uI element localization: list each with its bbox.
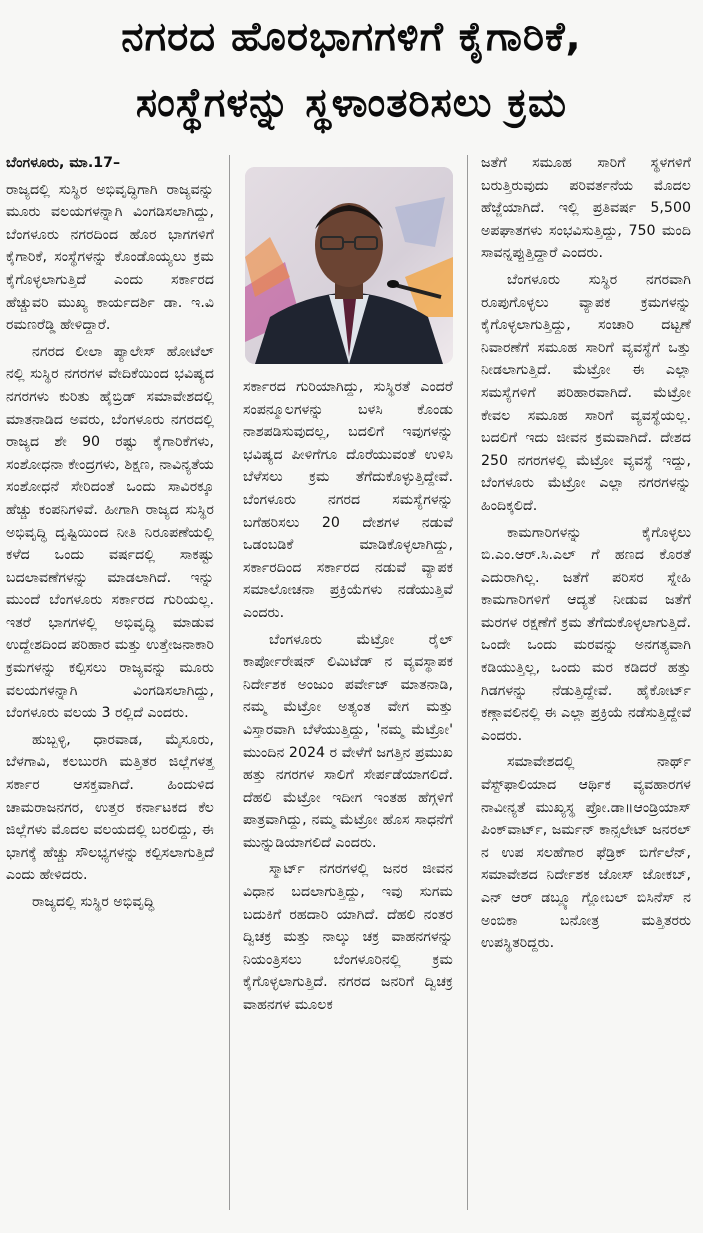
speaker-photo <box>245 167 453 364</box>
article-paragraph: ರಾಜ್ಯದಲ್ಲಿ ಸುಸ್ಥಿರ ಅಭಿವೃದ್ಧಿಗಾಗಿ ರಾಜ್ಯವನ್ನು ಮೂರು ವಲಯಗಳನ್ನಾಗಿ ವಿಂಗಡಿಸಲಾಗಿದ್ದು, ಬೆಂಗಳೂರು ನಗರದಿಂದ ಹೊರ ಭಾಗಗಳಿಗೆ ಕೈಗಾರಿಕೆ, ಸಂಸ್ಥೆಗಳನ್ನು ಕೊಂಡೊಯ್ಯಲು ಕ್ರಮ ಕೈಗೊಳ್ಳಲಾಗುತ್ತಿದೆ ಎಂದು ಸರ್ಕಾರದ ಹೆಚ್ಚುವರಿ ಮುಖ್ಯ ಕಾರ್ಯದರ್ಶಿ ಡಾ. ಇ.ವಿ ರಮಣರೆಡ್ಡಿ ಹೇಳಿದ್ದಾರೆ. <box>6 181 214 334</box>
column-divider <box>467 155 468 1210</box>
article-paragraph: ಹುಬ್ಬಳ್ಳಿ, ಧಾರವಾಡ, ಮೈಸೂರು, ಬೆಳಗಾವಿ, ಕಲಬುರಗಿ ಮತ್ತಿತರ ಜಿಲ್ಲೆಗಳತ್ತ ಸರ್ಕಾರ ಆಸಕ್ತವಾಗಿದೆ. ಹಿಂದುಳಿದ ಚಾಮರಾಜನಗರ, ಉತ್ತರ ಕರ್ನಾಟಕದ ಕೆಲ ಜಿಲ್ಲೆಗಳು ಮೊದಲ ವಲಯದಲ್ಲಿ ಬರಲಿದ್ದು, ಈ ಭಾಗಕ್ಕೆ ಹೆಚ್ಚು ಸೌಲಭ್ಯಗಳನ್ನು ಕಲ್ಪಿಸಲಾಗುತ್ತಿದೆ ಎಂದು ಹೇಳಿದರು. <box>6 731 214 884</box>
speaker-portrait-illustration <box>245 167 453 364</box>
article-paragraph: ಸಮಾವೇಶದಲ್ಲಿ ನಾರ್ಥ್ ವೆಸ್ಟ್‌ಫಾಲಿಯಾದ ಆರ್ಥಿಕ ವ್ಯವಹಾರಗಳ ನಾವೀನ್ಯತೆ ಮುಖ್ಯಸ್ಥ ಪ್ರೋ.ಡಾ॥ಆಂಡ್ರಿಯಾಸ್ ಪಿಂಕ್‌ವಾರ್ಟ್, ಜರ್ಮನ್ ಕಾನ್ಸಲೇಟ್ ಜನರಲ್ ನ ಉಪ ಸಲಹೆಗಾರ ಫೆಡ್ರಿಕ್ ಬಿರ್ಗೆಲೆನ್, ಸಮಾವೇಶದ ನಿರ್ದೇಶಕ ಜೋಸ್ ಜೋಕಬ್, ಎನ್ ಆರ್ ಡಬ್ಲ್ಯೂ ಗ್ಲೋಬಲ್ ಬಿಸಿನೆಸ್ ನ ಅಂಬಿಕಾ ಬನೋತ್ರ ಮತ್ತಿತರರು ಉಪಸ್ಥಿತರಿದ್ದರು. <box>481 754 691 952</box>
article-paragraph: ಬೆಂಗಳೂರು ಸುಸ್ಥಿರ ನಗರವಾಗಿ ರೂಪುಗೊಳ್ಳಲು ವ್ಯಾಪಕ ಕ್ರಮಗಳನ್ನು ಕೈಗೊಳ್ಳಲಾಗುತ್ತಿದ್ದು, ಸಂಚಾರಿ ದಟ್ಟಣೆ ನಿವಾರಣೆಗೆ ಸಮೂಹ ಸಾರಿಗೆ ವ್ಯವಸ್ಥೆಗೆ ಒತ್ತು ನೀಡಲಾಗುತ್ತಿದೆ. ಮೆಟ್ರೋ ಈ ಎಲ್ಲಾ ಸಮಸ್ಯೆಗಳಿಗೆ ಪರಿಹಾರವಾಗಿದೆ. ಮೆಟ್ರೋ ಕೇವಲ ಸಮೂಹ ಸಾರಿಗೆ ವ್ಯವಸ್ಥೆಯಲ್ಲ. ಬದಲಿಗೆ ಇದು ಜೀವನ ಕ್ರಮವಾಗಿದೆ. ದೇಶದ 250 ನಗರಗಳಲ್ಲಿ ಮೆಟ್ರೋ ವ್ಯವಸ್ಥೆ ಇದ್ದು, ಬೆಂಗಳೂರು ಮೆಟ್ರೋ ಎಲ್ಲಾ ನಗರಗಳನ್ನು ಹಿಂದಿಕ್ಕಲಿದೆ. <box>481 271 691 514</box>
article-paragraph: ಸ್ಮಾರ್ಟ್ ನಗರಗಳಲ್ಲಿ ಜನರ ಜೀವನ ವಿಧಾನ ಬದಲಾಗುತ್ತಿದ್ದು, ಇವು ಸುಗಮ ಬದುಕಿಗೆ ರಹದಾರಿ ಯಾಗಿದೆ. ದೆಹಲಿ ನಂತರ ದ್ವಿಚಕ್ರ ಮತ್ತು ನಾಲ್ಕು ಚಕ್ರ ವಾಹನಗಳನ್ನು ನಿಯಂತ್ರಿಸಲು ಬೆಂಗಳೂರಿನಲ್ಲಿ ಕ್ರಮ ಕೈಗೊಳ್ಳಲಾಗುತ್ತಿದೆ. ನಗರದ ಜನರಿಗೆ ದ್ವಿಚಕ್ರ ವಾಹನಗಳ ಮೂಲಕ <box>243 861 453 1014</box>
headline-line-1: ನಗರದ ಹೊರಭಾಗಗಳಿಗೆ ಕೈಗಾರಿಕೆ, <box>121 14 582 60</box>
headline <box>0 4 703 136</box>
headline-line-2: ಸಂಸ್ಥೆಗಳನ್ನು ಸ್ಥಳಾಂತರಿಸಲು ಕ್ರಮ <box>135 80 568 126</box>
article-paragraph: ಜತೆಗೆ ಸಮೂಹ ಸಾರಿಗೆ ಸ್ಥಳಗಳಿಗೆ ಬರುತ್ತಿರುವುದು ಪರಿವರ್ತನೆಯ ಮೊದಲ ಹೆಜ್ಜೆಯಾಗಿದೆ. ಇಲ್ಲಿ ಪ್ರತಿವರ್ಷ 5,500 ಅಪಘಾತಗಳು ಸಂಭವಿಸುತ್ತಿದ್ದು, 750 ಮಂದಿ ಸಾವನ್ನಪ್ಪುತ್ತಿದ್ದಾರೆ ಎಂದರು. <box>481 155 691 262</box>
article-column-3 <box>481 152 691 955</box>
article-column-1 <box>6 152 214 914</box>
article-paragraph: ಕಾಮಗಾರಿಗಳನ್ನು ಕೈಗೊಳ್ಳಲು ಬಿ.ಎಂ.ಆರ್.ಸಿ.ಎಲ್ ಗೆ ಹಣದ ಕೊರತೆ ಎದುರಾಗಿಲ್ಲ. ಜತೆಗೆ ಪರಿಸರ ಸ್ನೇಹಿ ಕಾಮಗಾರಿಗಳಿಗೆ ಆದ್ಯತೆ ನೀಡುವ ಜತೆಗೆ ಮರಗಳ ರಕ್ಷಣೆಗೆ ಕ್ರಮ ತೆಗೆದುಕೊಳ್ಳಲಾಗುತ್ತಿದೆ. ಒಂದೇ ಒಂದು ಮರವನ್ನು ಅನಗತ್ಯವಾಗಿ ಕಡಿಯುತ್ತಿಲ್ಲ, ಒಂದು ಮರ ಕಡಿದರೆ ಹತ್ತು ಗಿಡಗಳನ್ನು ನೆಡುತ್ತಿದ್ದೇವೆ. ಹೈಕೋರ್ಟ್ ಕಣ್ಗಾವಲಿನಲ್ಲಿ ಈ ಎಲ್ಲಾ ಪ್ರಕ್ರಿಯೆ ನಡೆಸುತ್ತಿದ್ದೇವೆ ಎಂದರು. <box>481 524 691 744</box>
article-paragraph: ನಗರದ ಲೀಲಾ ಪ್ಯಾಲೇಸ್ ಹೋಟೆಲ್ ನಲ್ಲಿ ಸುಸ್ಥಿರ ನಗರಗಳ ವೇದಿಕೆಯಿಂದ ಭವಿಷ್ಯದ ನಗರಗಳು ಕುರಿತು ಹೈಬ್ರಿಡ್ ಸಮಾವೇಶದಲ್ಲಿ ಮಾತನಾಡಿದ ಅವರು, ಬೆಂಗಳೂರು ನಗರದಲ್ಲಿ ರಾಜ್ಯದ ಶೇ 90 ರಷ್ಟು ಕೈಗಾರಿಕೆಗಳು, ಸಂಶೋಧನಾ ಕೇಂದ್ರಗಳು, ಶಿಕ್ಷಣ, ನಾವಿನ್ಯತೆಯ ಸಂಶೋಧನೆ ಸೇರಿದಂತೆ ಒಂದು ಸಾವಿರಕ್ಕೂ ಹೆಚ್ಚು ಕಂಪನಿಗಳಿವೆ. ಹೀಗಾಗಿ ರಾಜ್ಯದ ಸುಸ್ಥಿರ ಅಭಿವೃದ್ಧಿ ದೃಷ್ಟಿಯಿಂದ ನೀತಿ ನಿರೂಪಣೆಯಲ್ಲಿ ಕಳೆದ ಒಂದು ವರ್ಷದಲ್ಲಿ ಸಾಕಷ್ಟು ಬದಲಾವಣೆಗಳನ್ನು ಮಾಡಲಾಗಿದೆ. ಇನ್ನು ಮುಂದೆ ಬೆಂಗಳೂರು ಸರ್ಕಾರದ ಗುರಿಯಲ್ಲ. ಇತರೆ ಭಾಗಗಳಲ್ಲಿ ಅಭಿವೃದ್ಧಿ ಮಾಡುವ ಉದ್ದೇಶದಿಂದ ಪರಿಹಾರ ಮತ್ತು ಉತ್ತೇಜನಾಕಾರಿ ಕ್ರಮಗಳನ್ನು ಕಲ್ಪಿಸಲು ರಾಜ್ಯವನ್ನು ಮೂರು ವಲಯಗಳನ್ನಾಗಿ ವಿಂಗಡಿಸಲಾಗಿದ್ದು, ಬೆಂಗಳೂರು ವಲಯ 3 ರಲ್ಲಿದೆ ಎಂದರು. <box>6 343 214 722</box>
article-paragraph: ರಾಜ್ಯದಲ್ಲಿ ಸುಸ್ಥಿರ ಅಭಿವೃದ್ಧಿ <box>32 894 155 910</box>
article-paragraph: ಬೆಂಗಳೂರು ಮೆಟ್ರೋ ರೈಲ್ ಕಾರ್ಪೋರೇಷನ್ ಲಿಮಿಟೆಡ್ ನ ವ್ಯವಸ್ಥಾಪಕ ನಿರ್ದೇಶಕ ಅಂಜುಂ ಪರ್ವೇಜ್ ಮಾತನಾಡಿ, ನಮ್ಮ ಮೆಟ್ರೋ ಅತ್ಯಂತ ವೇಗ ಮತ್ತು ವಿಸ್ತಾರವಾಗಿ ಬೆಳೆಯುತ್ತಿದ್ದು, 'ನಮ್ಮ ಮೆಟ್ರೋ' ಮುಂದಿನ 2024 ರ ವೇಳೆಗೆ ಜಗತ್ತಿನ ಪ್ರಮುಖ ಹತ್ತು ನಗರಗಳ ಸಾಲಿಗೆ ಸೇರ್ಪಡೆಯಾಗಲಿದೆ. ದೆಹಲಿ ಮೆಟ್ರೋ ಇದೀಗ ಇಂತಹ ಹೆಗ್ಗಳಿಗೆ ಪಾತ್ರವಾಗಿದ್ದು, ನಮ್ಮ ಮೆಟ್ರೋ ಹೊಸ ಸಾಧನೆಗೆ ಮುನ್ನುಡಿಯಾಗಲಿದೆ ಎಂದರು. <box>243 631 453 851</box>
article-column-2 <box>243 376 453 1017</box>
dateline: ಬೆಂಗಳೂರು, ಮಾ.17– <box>6 155 121 171</box>
column-divider <box>229 155 230 1210</box>
article-paragraph: ಸರ್ಕಾರದ ಗುರಿಯಾಗಿದ್ದು, ಸುಸ್ಥಿರತೆ ಎಂದರೆ ಸಂಪನ್ಮೂಲಗಳನ್ನು ಬಳಸಿ ಕೊಂಡು ನಾಶಪಡಿಸುವುದಲ್ಲ, ಬದಲಿಗೆ ಇವುಗಳನ್ನು ಭವಿಷ್ಯದ ಪೀಳಿಗೆಗೂ ದೊರೆಯುವಂತೆ ಉಳಿಸಿ ಬೆಳೆಸಲು ಕ್ರಮ ತೆಗೆದುಕೊಳ್ಳುತ್ತಿದ್ದೇವೆ. ಬೆಂಗಳೂರು ನಗರದ ಸಮಸ್ಯೆಗಳನ್ನು ಬಗೆಹರಿಸಲು 20 ದೇಶಗಳ ನಡುವೆ ಒಡಂಬಡಿಕೆ ಮಾಡಿಕೊಳ್ಳಲಾಗಿದ್ದು, ಸರ್ಕಾರದಿಂದ ಸರ್ಕಾರದ ನಡುವೆ ವ್ಯಾಪಕ ಸಮಾಲೋಚನಾ ಪ್ರಕ್ರಿಯೆಗಳು ನಡೆಯುತ್ತಿವೆ ಎಂದರು. <box>243 379 453 621</box>
